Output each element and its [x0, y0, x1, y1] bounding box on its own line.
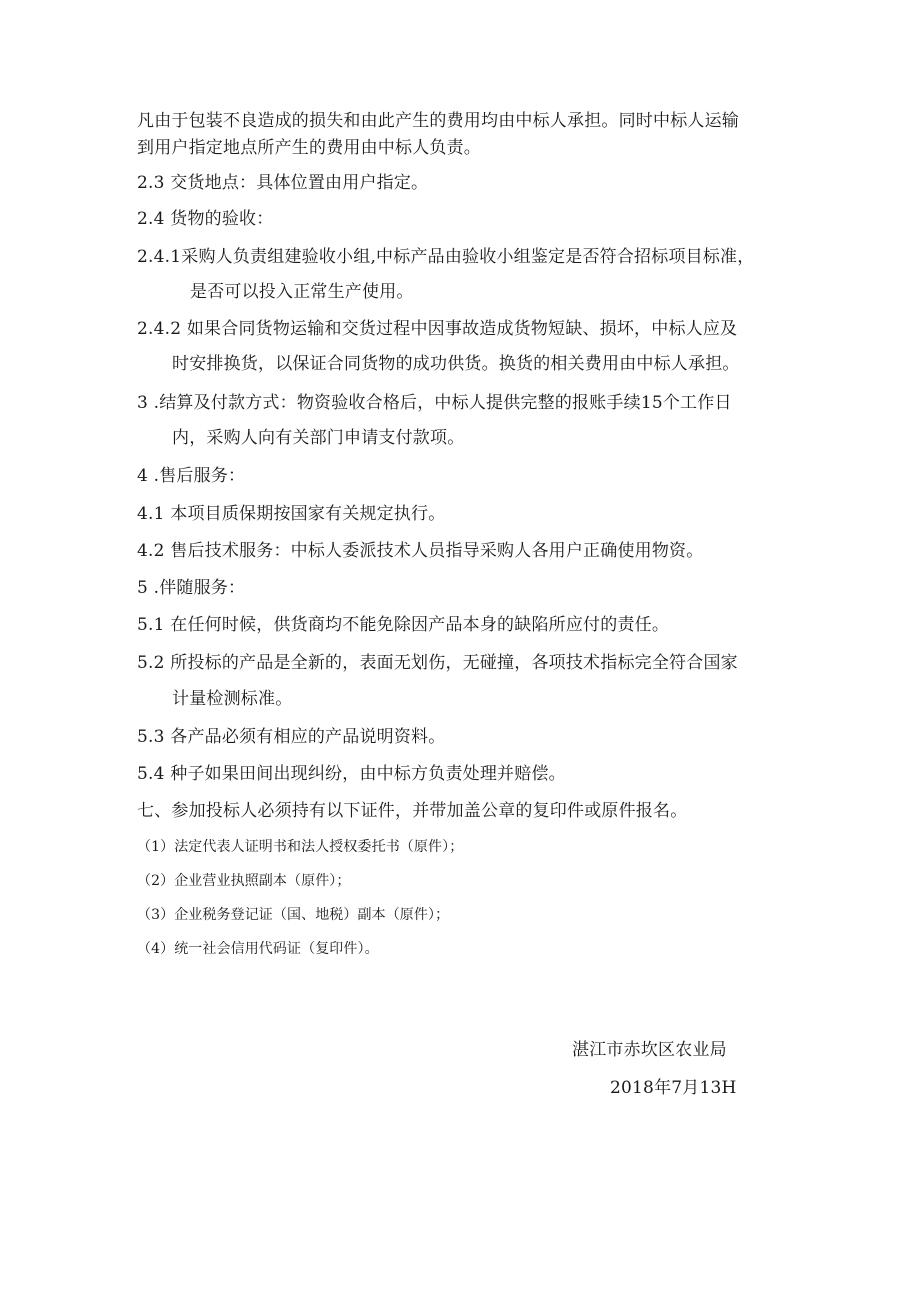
section-3: 3 .结算及付款方式：物资验收合格后，中标人提供完整的报账手续15个工作日 [137, 393, 732, 413]
section-5-2: 5.2 所投标的产品是全新的，表面无划伤，无碰撞，各项技术指标完全符合国家 [137, 653, 738, 673]
section-2-4-2: 2.4.2 如果合同货物运输和交货过程中因事故造成货物短缺、损坏，中标人应及 [137, 319, 738, 339]
section-2-3: 2.3 交货地点：具体位置由用户指定。 [137, 173, 429, 193]
signature-organization: 湛江市赤坎区农业局 [572, 1040, 727, 1060]
section-7-heading: 七、参加投标人必须持有以下证件，并带加盖公章的复印件或原件报名。 [137, 801, 688, 821]
section-5-2-cont: 计量检测标准。 [172, 689, 293, 709]
section-3-cont: 内，采购人向有关部门申请支付款项。 [172, 428, 465, 448]
document-item-4: （4）统一社会信用代码证（复印件）。 [137, 941, 379, 957]
section-4: 4 .售后服务： [137, 466, 246, 486]
document-item-3: （3）企业税务登记证（国、地税）副本（原件）； [137, 907, 450, 923]
section-4-2: 4.2 售后技术服务：中标人委派技术人员指导采购人各用户正确使用物资。 [137, 541, 704, 561]
section-2-4-1: 2.4.1采购人负责组建验收小组,中标产品由验收小组鉴定是否符合招标项目标准， [137, 247, 755, 267]
document-item-1: （1）法定代表人证明书和法人授权委托书（原件）； [137, 839, 464, 855]
document-item-2: （2）企业营业执照副本（原件）； [137, 873, 351, 889]
section-2-4-2-cont: 时安排换货，以保证合同货物的成功供货。换货的相关费用由中标人承担。 [172, 354, 740, 374]
body-line-1: 凡由于包装不良造成的损失和由此产生的费用均由中标人承担。同时中标人运输 [137, 111, 739, 131]
body-line-2: 到用户指定地点所产生的费用由中标人负责。 [137, 138, 481, 158]
section-2-4: 2.4 货物的验收： [137, 209, 274, 229]
section-5-3: 5.3 各产品必须有相应的产品说明资料。 [137, 727, 446, 747]
section-5: 5 .伴随服务： [137, 578, 246, 598]
signature-date: 2018年7月13H [610, 1078, 737, 1098]
section-5-1: 5.1 在任何时候，供货商均不能免除因产品本身的缺陷所应付的责任。 [137, 615, 670, 635]
section-2-4-1-cont: 是否可以投入正常生产使用。 [190, 282, 414, 302]
section-4-1: 4.1 本项目质保期按国家有关规定执行。 [137, 504, 446, 524]
section-5-4: 5.4 种子如果田间出现纠纷，由中标方负责处理并赔偿。 [137, 764, 566, 784]
